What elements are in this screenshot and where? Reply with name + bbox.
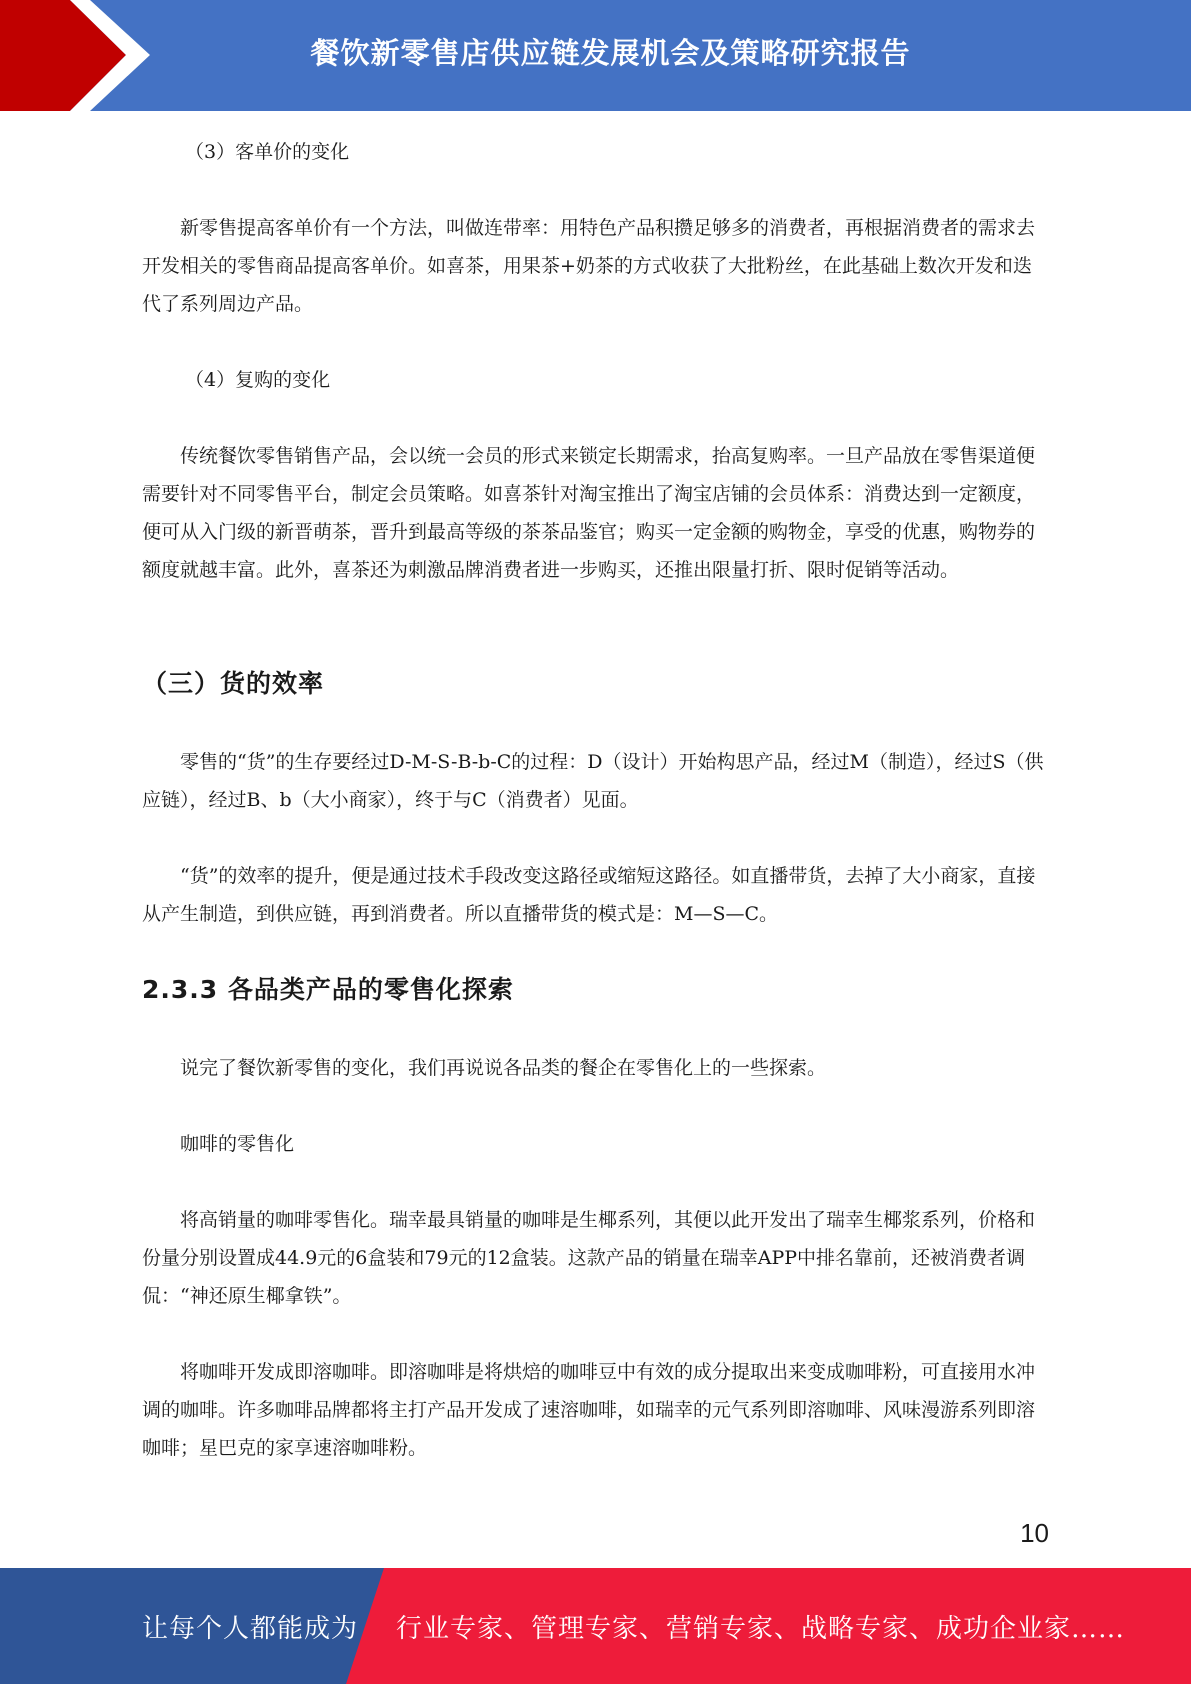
paragraph-goods-efficiency [142, 857, 1046, 933]
subheading-repurchase: （4）复购的变化 [185, 369, 331, 391]
page-number: 10 [1020, 1518, 1049, 1548]
page-header [0, 0, 1191, 111]
footer-slogan-left: 让每个人都能成为 [142, 1613, 359, 1644]
paragraph-text: 将高销量的咖啡零售化。瑞幸最具销量的咖啡是生椰系列，其便以此开发出了瑞幸生椰浆系列，价格和份量分别设置成44.9元的6盒装和79元的12盒装。这款产品的销量在瑞幸APP中排名靠前，还被消费者调侃：“神还原生椰拿铁”。 [142, 1209, 1036, 1307]
paragraph-instant-coffee [142, 1353, 1046, 1467]
paragraph-customer-price [142, 209, 1046, 323]
paragraph-goods-process [142, 743, 1046, 819]
paragraph-text: 将咖啡开发成即溶咖啡。即溶咖啡是将烘焙的咖啡豆中有效的成分提取出来变成咖啡粉，可直接用水冲调的咖啡。许多咖啡品牌都将主打产品开发成了速溶咖啡，如瑞幸的元气系列即溶咖啡、风味漫游系列即溶咖啡；星巴克的家享速溶咖啡粉。 [142, 1361, 1036, 1459]
section-heading-goods-efficiency: （三）货的效率 [142, 669, 325, 698]
paragraph-text: 零售的“货”的生存要经过D-M-S-B-b-C的过程：D（设计）开始构思产品，经过M（制造），经过S（供应链），经过B、b（大小商家），终于与C（消费者）见面。 [142, 751, 1044, 811]
report-title: 餐饮新零售店供应链发展机会及策略研究报告 [310, 35, 911, 70]
paragraph-coffee-retail [142, 1201, 1046, 1315]
subheading-coffee-retail [142, 1125, 1046, 1163]
paragraph-repurchase [142, 437, 1046, 589]
paragraph-text: 说完了餐饮新零售的变化，我们再说说各品类的餐企在零售化上的一些探索。 [180, 1057, 827, 1079]
paragraph-text: 传统餐饮零售销售产品，会以统一会员的形式来锁定长期需求，抬高复购率。一旦产品放在零售渠道便需要针对不同零售平台，制定会员策略。如喜茶针对淘宝推出了淘宝店铺的会员体系：消费达到一定额度，便可从入门级的新晋萌茶，晋升到最高等级的茶茶品鉴官；购买一定金额的购物金，享受的优惠，购物券的额度就越丰富。此外，喜茶还为刺激品牌消费者进一步购买，还推出限量打折、限时促销等活动。 [142, 445, 1036, 581]
footer-slogan-right: 行业专家、管理专家、营销专家、战略专家、成功企业家…… [396, 1613, 1126, 1644]
page-footer [0, 1568, 1191, 1684]
paragraph-intro-categories [142, 1049, 1046, 1087]
paragraph-text: 新零售提高客单价有一个方法，叫做连带率：用特色产品积攒足够多的消费者，再根据消费者的需求去开发相关的零售商品提高客单价。如喜茶，用果茶+奶茶的方式收获了大批粉丝，在此基础上数次开发和迭代了系列周边产品。 [142, 217, 1036, 315]
subheading-customer-price: （3）客单价的变化 [185, 141, 350, 163]
section-heading-233: 2.3.3 各品类产品的零售化探索 [142, 975, 514, 1004]
paragraph-text: “货”的效率的提升，便是通过技术手段改变这路径或缩短这路径。如直播带货，去掉了大小商家，直接从产生制造，到供应链，再到消费者。所以直播带货的模式是：M—S—C。 [142, 865, 1036, 925]
subheading-text: 咖啡的零售化 [180, 1133, 295, 1155]
